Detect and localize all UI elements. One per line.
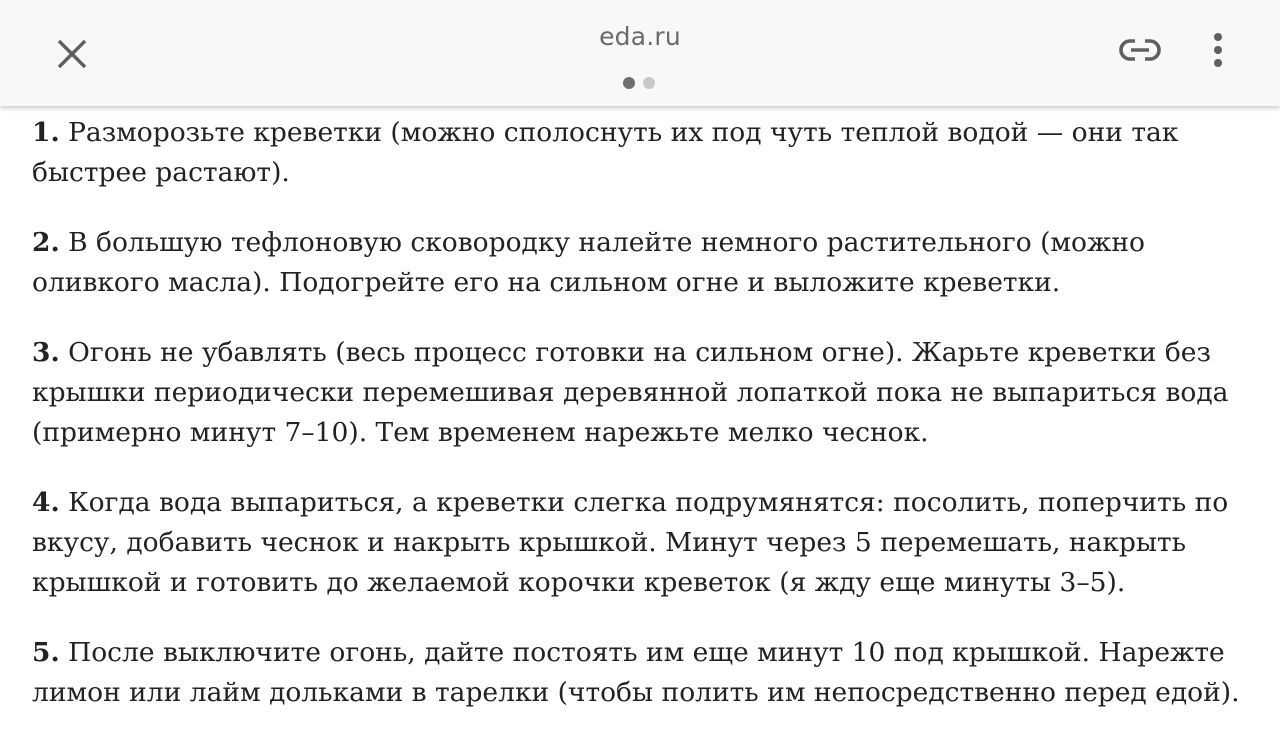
copy-link-button[interactable] bbox=[1114, 26, 1166, 74]
recipe-steps bbox=[32, 113, 1272, 743]
recipe-step bbox=[32, 223, 1272, 303]
step-text: Когда вода выпариться, а креветки слегка подрумянятся: посолить, поперчить по вкусу, добавить чеснок и накрыть крышкой. Минут через 5 перемешать, накрыть крышкой и готовить до желаемой корочки креветок (я жду еще минуты 3–5). bbox=[32, 487, 1229, 598]
step-number: 3. bbox=[32, 337, 60, 368]
recipe-step bbox=[32, 333, 1272, 453]
step-text: Разморозьте креветки (можно сполоснуть их под чуть теплой водой — они так быстрее растают). bbox=[32, 117, 1179, 188]
recipe-step bbox=[32, 483, 1272, 603]
link-icon bbox=[1118, 37, 1162, 63]
page-indicator bbox=[623, 77, 655, 89]
step-text: В большую тефлоновую сковородку налейте немного растительного (можно оливкого масла). Подогрейте его на сильном огне и выложите креветки. bbox=[32, 227, 1145, 298]
more-menu-button[interactable] bbox=[1196, 26, 1240, 74]
page-indicator-dot-active bbox=[623, 77, 635, 89]
step-number: 4. bbox=[32, 487, 60, 518]
more-vertical-icon bbox=[1212, 32, 1224, 68]
recipe-step bbox=[32, 113, 1272, 193]
step-number: 1. bbox=[32, 117, 60, 148]
step-number: 2. bbox=[32, 227, 60, 258]
step-text: После выключите огонь, дайте постоять им еще минут 10 под крышкой. Нарежте лимон или лайм дольками в тарелки (чтобы полить им непосредственно перед едой). bbox=[32, 637, 1240, 708]
page-domain: eda.ru bbox=[599, 22, 681, 51]
browser-toolbar bbox=[0, 0, 1280, 106]
step-text: Огонь не убавлять (весь процесс готовки на сильном огне). Жарьте креветки без крышки периодически перемешивая деревянной лопаткой пока не выпариться вода (примерно минут 7–10). Тем временем нарежьте мелко чеснок. bbox=[32, 337, 1229, 448]
page-indicator-dot bbox=[643, 77, 655, 89]
recipe-step bbox=[32, 633, 1272, 713]
step-number: 5. bbox=[32, 637, 60, 668]
